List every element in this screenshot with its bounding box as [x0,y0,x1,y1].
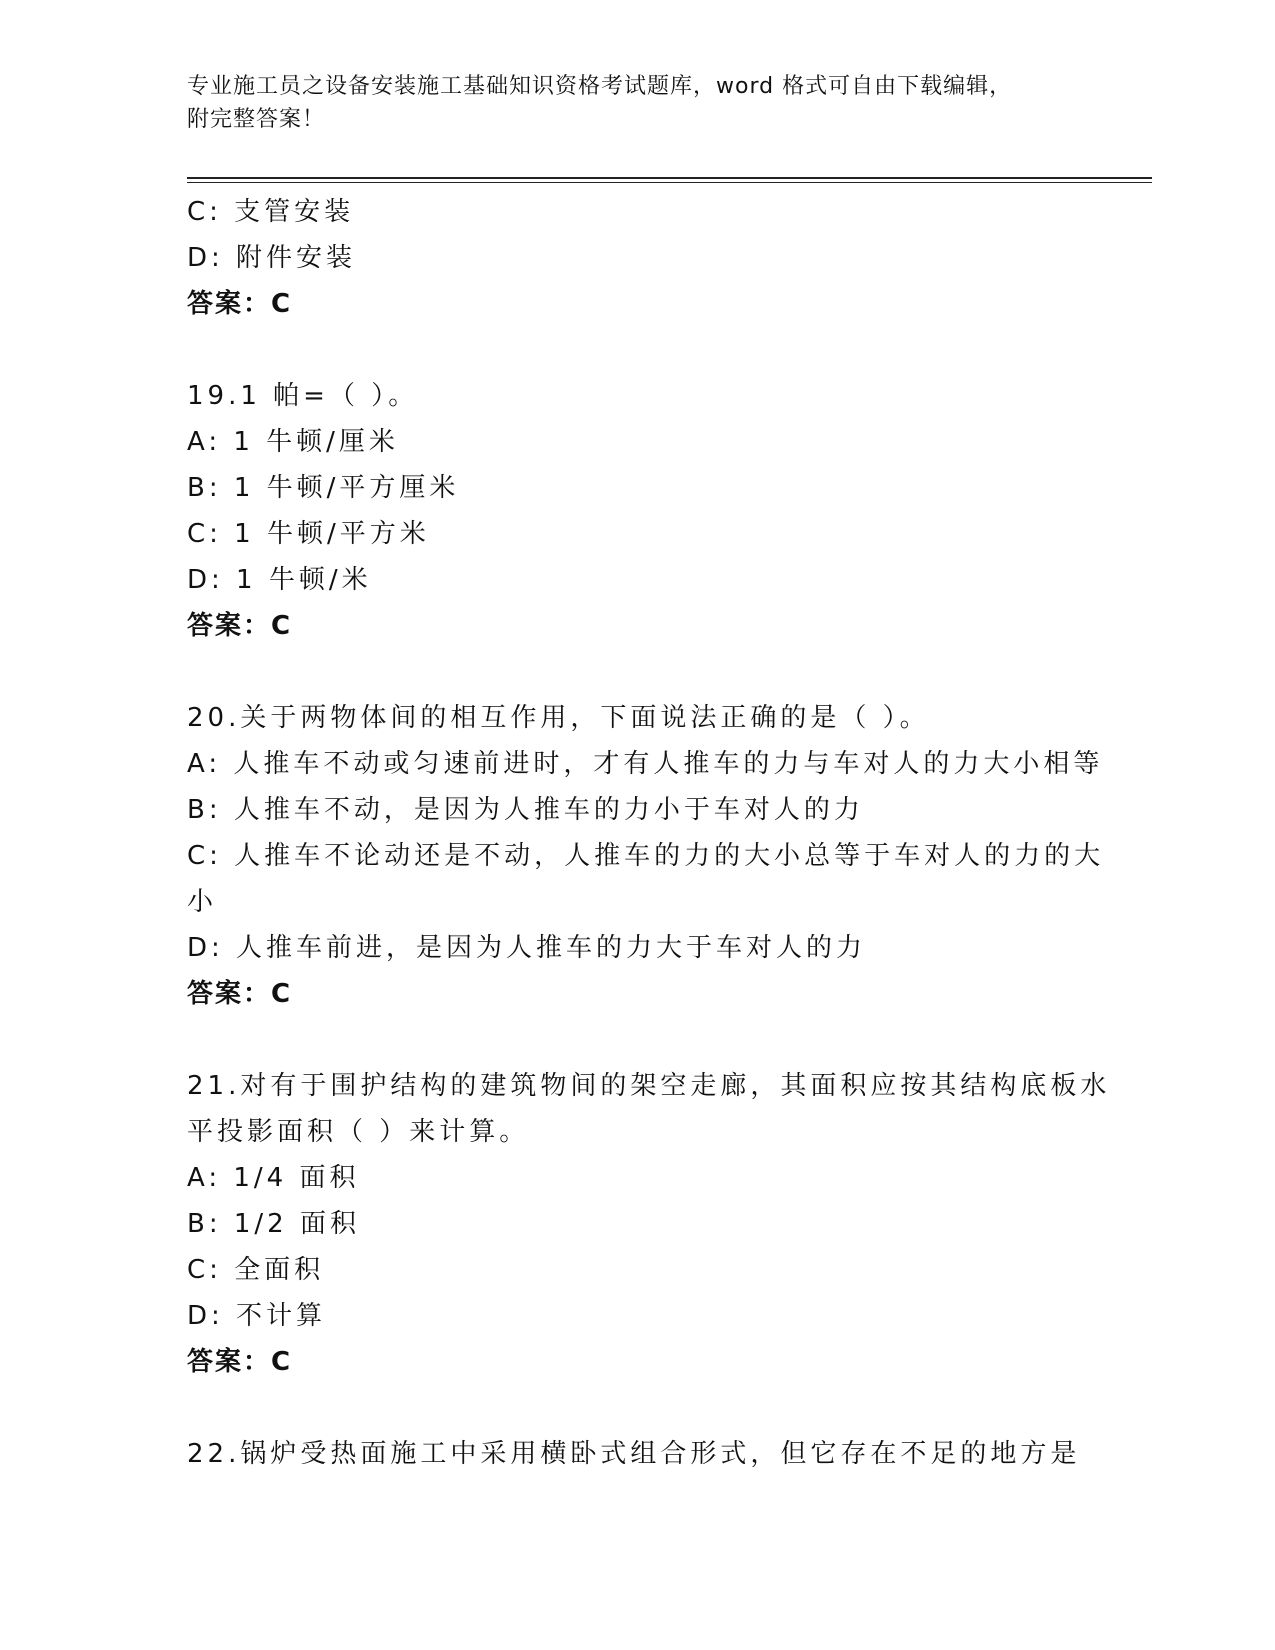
q19-option-b: B: 1 牛顿/平方厘米 [187,473,460,503]
q20-answer: 答案：C [187,979,293,1009]
q19-option-d: D: 1 牛顿/米 [187,565,372,595]
q21-option-b: B: 1/2 面积 [187,1209,360,1239]
document-header [187,70,1087,136]
question-spacer [187,327,1087,373]
q19-answer: 答案：C [187,611,293,641]
header-title-line-2: 附完整答案！ [187,107,326,132]
question-spacer [187,1017,1087,1063]
header-rule-thick [187,177,1152,179]
question-spacer [187,1385,1087,1431]
q20-option-a: A: 人推车不动或匀速前进时，才有人推车的力与车对人的力大小相等 [187,749,1104,779]
q22-question: 22.锅炉受热面施工中采用横卧式组合形式，但它存在不足的地方是 [187,1439,1081,1469]
q19-question: 19.1 帕=（ ）。 [187,381,419,411]
q20-option-c-line-1: C: 人推车不论动还是不动，人推车的力的大小总等于车对人的力的大 [187,841,1105,871]
q20-question: 20.关于两物体间的相互作用，下面说法正确的是（ ）。 [187,703,930,733]
q19-option-c: C: 1 牛顿/平方米 [187,519,430,549]
q21-option-a: A: 1/4 面积 [187,1163,360,1193]
header-title-line-1: 专业施工员之设备安装施工基础知识资格考试题库，word 格式可自由下载编辑， [187,74,1013,99]
header-rule-thin [187,182,1152,183]
q21-answer: 答案：C [187,1347,293,1377]
q18-option-d: D: 附件安装 [187,243,357,273]
q18-answer: 答案：C [187,289,293,319]
q20-option-c-line-2: 小 [187,887,218,917]
q18-option-c: C: 支管安装 [187,197,355,227]
q19-option-a: A: 1 牛顿/厘米 [187,427,399,457]
q20-option-d: D: 人推车前进，是因为人推车的力大于车对人的力 [187,933,867,963]
question-list [187,189,1111,1477]
q21-question-line-2: 平投影面积（ ）来计算。 [187,1117,530,1147]
q21-question-line-1: 21.对有于围护结构的建筑物间的架空走廊，其面积应按其结构底板水 [187,1071,1111,1101]
question-spacer [187,649,1087,695]
q21-option-c: C: 全面积 [187,1255,325,1285]
q21-option-d: D: 不计算 [187,1301,327,1331]
q20-option-b: B: 人推车不动，是因为人推车的力小于车对人的力 [187,795,864,825]
